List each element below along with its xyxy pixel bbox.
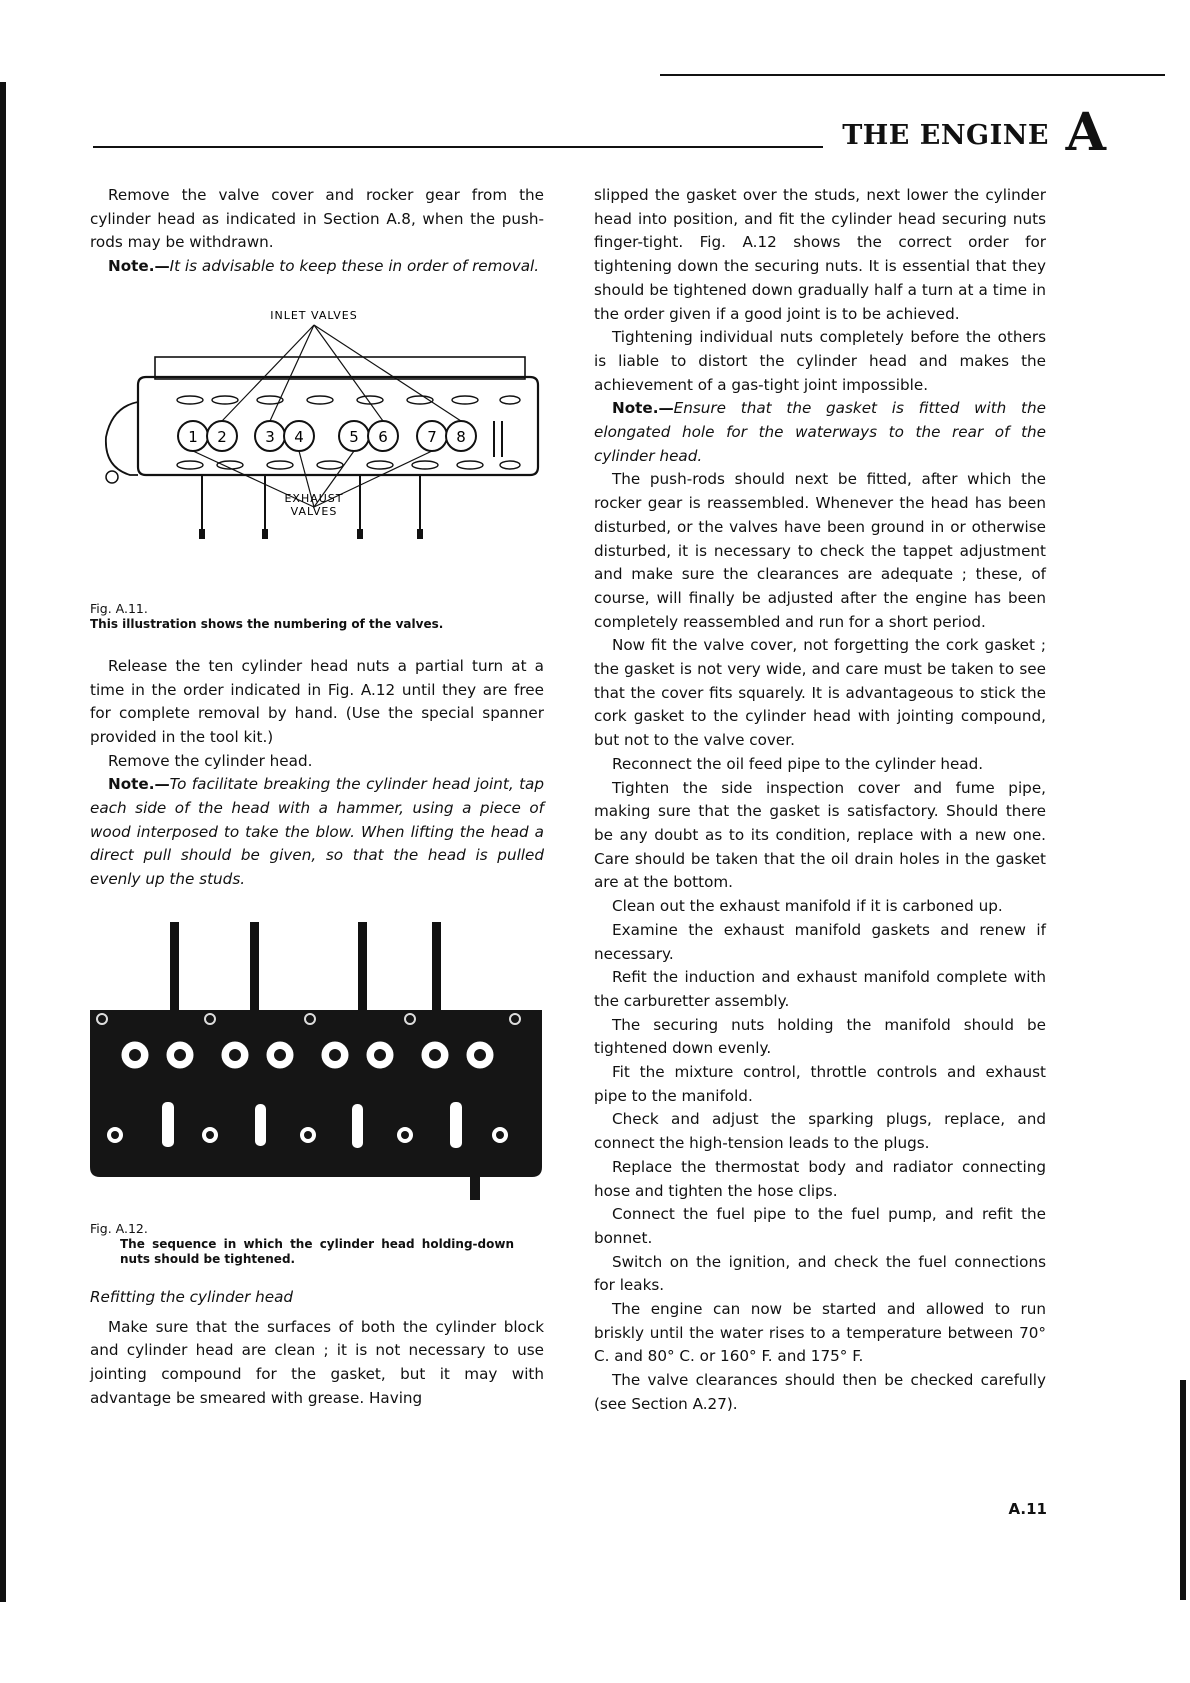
valve-number: 2 — [217, 427, 227, 446]
figure-caption: Fig. A.11. — [90, 600, 148, 616]
note-text: Ensure that the gasket is fitted with the elongated hole for the waterways to the rear of the cylinder head. — [594, 399, 1046, 465]
paragraph: Tightening individual nuts completely before the others is liable to distort the cylinder head and makes the achievement of a gas-tight joint impossible. — [594, 328, 1046, 394]
note — [594, 397, 1046, 468]
paragraph: Remove the valve cover and rocker gear from the cylinder head as indicated in Section A.8, when the push-rods may be withdrawn. — [90, 186, 544, 252]
valve-numbering-diagram — [90, 307, 544, 589]
paragraph: Make sure that the surfaces of both the cylinder block and cylinder head are clean ; it is not necessary to use jointing compound for the gasket, but it may with advantage be smeared with grease. Having — [90, 1317, 544, 1407]
paragraph: slipped the gasket over the studs, next lower the cylinder head into position, and fit the cylinder head securing nuts finger-tight. Fig. A.12 shows the correct order for tightening down the securing nuts. It is essential that they should be tightened down gradually half a turn at a time in the order given if a good joint is to be achieved. — [594, 186, 1046, 323]
paragraph: Examine the exhaust manifold gaskets and renew if necessary. — [594, 920, 1046, 963]
paragraph: Switch on the ignition, and check the fuel connections for leaks. — [594, 1252, 1046, 1295]
note — [90, 255, 544, 279]
paragraph: Check and adjust the sparking plugs, replace, and connect the high-tension leads to the plugs. — [594, 1110, 1046, 1153]
paragraph: Connect the fuel pipe to the fuel pump, and refit the bonnet. — [594, 1205, 1046, 1247]
cylinder-head-photo — [90, 922, 544, 1207]
paragraph: Tighten the side inspection cover and fume pipe, making sure that the gasket is satisfactory. Should there be any doubt as to its condition, replace with a new one. Care should be taken that the oil drain holes in the gasket are at the bottom. — [594, 778, 1046, 892]
note-label: Note.— — [108, 775, 170, 794]
paragraph: Now fit the valve cover, not forgetting the cork gasket ; the gasket is not very wide, and care must be taken to see that the cover fits squarely. It is advantageous to stick the cork gasket to the cylinder head with jointing compound, but not to the valve cover. — [594, 636, 1046, 750]
paragraph: Fit the mixture control, throttle controls and exhaust pipe to the manifold. — [594, 1063, 1046, 1105]
exhaust-valves-label: VALVES — [290, 504, 338, 518]
valve-number: 3 — [265, 427, 275, 446]
figure-a12 — [90, 922, 544, 1272]
valve-number: 1 — [188, 427, 198, 446]
section-heading: Refitting the cylinder head — [90, 1287, 294, 1306]
valve-number: 5 — [349, 427, 359, 446]
paragraph: Refit the induction and exhaust manifold complete with the carburetter assembly. — [594, 968, 1046, 1010]
paragraph: Reconnect the oil feed pipe to the cylinder head. — [612, 754, 984, 773]
note-text: It is advisable to keep these in order of removal. — [169, 257, 540, 276]
note-label: Note.— — [612, 399, 674, 418]
page-number: A.11 — [1008, 1500, 1047, 1518]
paragraph: Release the ten cylinder head nuts a partial turn at a time in the order indicated in Fig. A.12 until they are free for complete removal by hand. (Use the special spanner provided in the tool kit.) — [90, 656, 544, 746]
figure-subcaption: The sequence in which the cylinder head holding-down nuts should be tightened. — [120, 1236, 514, 1266]
note — [90, 773, 544, 892]
paragraph: Remove the cylinder head. — [108, 751, 313, 770]
figure-a11 — [90, 307, 544, 637]
note-text: To facilitate breaking the cylinder head joint, tap each side of the head with a hammer, using a piece of wood interposed to take the blow. When lifting the head a direct pull should be given, so that the head is pulled evenly up the studs. — [90, 775, 544, 889]
paragraph: Replace the thermostat body and radiator connecting hose and tighten the hose clips. — [594, 1157, 1046, 1200]
section-letter: A — [1065, 102, 1106, 163]
top-rule — [660, 74, 1165, 76]
exhaust-valves-label: EXHAUST — [284, 491, 344, 505]
valve-number: 7 — [427, 427, 437, 446]
valve-number: 4 — [294, 427, 304, 446]
inlet-valves-label: INLET VALVES — [270, 308, 358, 322]
note-label: Note.— — [108, 257, 170, 276]
header-rule — [93, 146, 823, 148]
right-scan-edge — [1180, 1380, 1186, 1600]
figure-subcaption: This illustration shows the numbering of the valves. — [90, 616, 444, 631]
paragraph: Clean out the exhaust manifold if it is carboned up. — [612, 897, 1003, 916]
left-scan-edge — [0, 82, 6, 1602]
right-column — [594, 184, 1046, 1417]
valve-number: 6 — [378, 427, 388, 446]
paragraph: The valve clearances should then be checked carefully (see Section A.27). — [594, 1371, 1046, 1413]
paragraph: The push-rods should next be fitted, after which the rocker gear is reassembled. Whenever the head has been disturbed, or the valves have been ground in or otherwise disturbed, it is necessary to check the tappet adjustment and make sure the clearances are adequate ; these, of course, will finally be adjusted after the engine has been completely reassembled and run for a short period. — [594, 470, 1046, 631]
valve-number: 8 — [456, 427, 466, 446]
header-title: THE ENGINE — [842, 120, 1049, 151]
figure-caption: Fig. A.12. — [90, 1220, 148, 1236]
paragraph: The engine can now be started and allowed to run briskly until the water rises to a temperature between 70° C. and 80° C. or 160° F. and 175° F. — [594, 1300, 1046, 1366]
left-column — [90, 184, 544, 1410]
paragraph: The securing nuts holding the manifold should be tightened down evenly. — [594, 1015, 1046, 1058]
